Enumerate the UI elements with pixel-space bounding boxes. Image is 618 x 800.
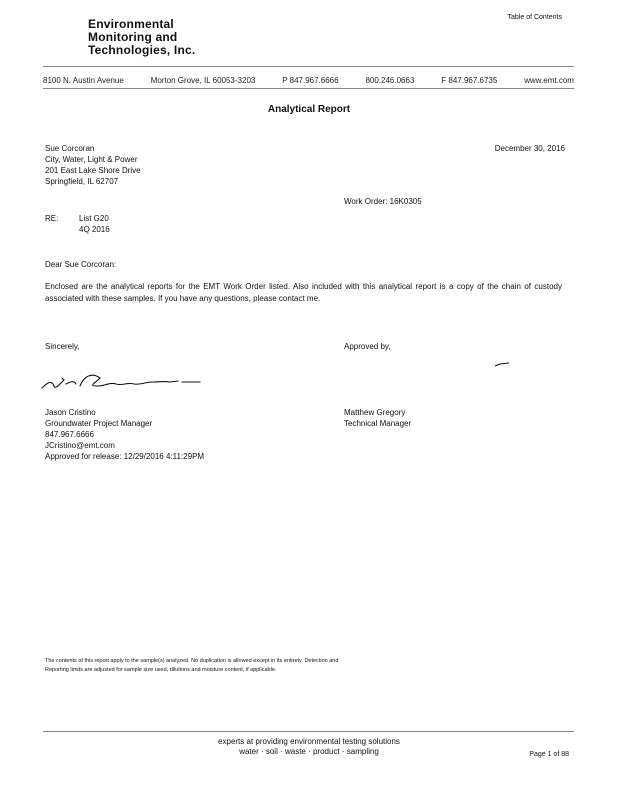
company-logo-text	[88, 18, 195, 57]
report-date: December 30, 2016	[494, 144, 565, 153]
footer-divider	[43, 731, 574, 732]
recipient-org: City, Water, Light & Power	[45, 155, 138, 164]
website[interactable]: www.emt.com	[524, 76, 574, 85]
signer-name: Jason Cristino	[45, 408, 96, 417]
re-block	[79, 213, 110, 235]
alt-phone: 800.246.0663	[365, 76, 415, 85]
re-line2: 4Q 2016	[79, 225, 110, 234]
header-divider-bottom	[43, 88, 574, 89]
recipient-city: Springfield, IL 62707	[45, 177, 119, 186]
work-order: Work Order: 16K0305	[344, 197, 422, 206]
company-name-line1: Environmental	[88, 17, 174, 31]
recipient-block	[45, 143, 141, 187]
city: Morton Grove, IL 60053-3203	[150, 76, 256, 85]
re-line1: List G20	[79, 214, 109, 223]
approver-name: Matthew Gregory	[344, 408, 406, 417]
phone: P 847.967.6666	[282, 76, 339, 85]
body-paragraph: Enclosed are the analytical reports for the EMT Work Order listed. Also included with this analytical report is a copy of the chain of custody associated with these samples. If you have any questions, please contact me.	[45, 282, 562, 303]
footer-tagline: experts at providing environmental testing solutions	[218, 737, 400, 746]
approver-signature-mark	[494, 362, 510, 368]
approver-block	[344, 407, 411, 429]
page-number: Page 1 of 88	[529, 751, 569, 758]
address: 8100 N. Austin Avenue	[43, 76, 124, 85]
table-of-contents-link[interactable]: Table of Contents	[507, 14, 562, 21]
contact-bar	[43, 76, 574, 85]
re-label: RE:	[45, 214, 59, 223]
footer-services: water · soil · waste · product · sampling	[239, 747, 379, 756]
disclaimer-line1: The contents of this report apply to the sample(s) analyzed. No duplication is allowed except in its entirety. Detection and	[45, 658, 339, 664]
header-divider	[43, 66, 574, 67]
footer-tagline-block	[0, 737, 618, 757]
approved-by-label: Approved by,	[344, 342, 391, 351]
recipient-name: Sue Corcoran	[45, 144, 95, 153]
disclaimer-line2: Reporting limits are adjusted for sample size used, dilutions and moisture content, if applicable.	[45, 667, 277, 673]
signer-block	[45, 407, 204, 462]
company-name-line2: Monitoring and	[88, 30, 178, 44]
report-title: Analytical Report	[267, 104, 351, 115]
signer-phone: 847.967.6666	[45, 430, 94, 439]
company-name-line3: Technologies, Inc.	[88, 43, 196, 57]
salutation: Dear Sue Corcoran:	[45, 260, 117, 269]
signature-image	[40, 360, 210, 400]
approver-title: Technical Manager	[344, 419, 412, 428]
disclaimer	[45, 657, 445, 675]
release-stamp: Approved for release: 12/29/2016 4:11:29PM	[45, 452, 205, 461]
recipient-street: 201 East Lake Shore Drive	[45, 166, 141, 175]
fax: F 847.967.6735	[441, 76, 498, 85]
signer-email[interactable]: JCristino@emt.com	[45, 441, 115, 450]
signer-title: Groundwater Project Manager	[45, 419, 153, 428]
closing: Sincerely,	[45, 342, 80, 351]
